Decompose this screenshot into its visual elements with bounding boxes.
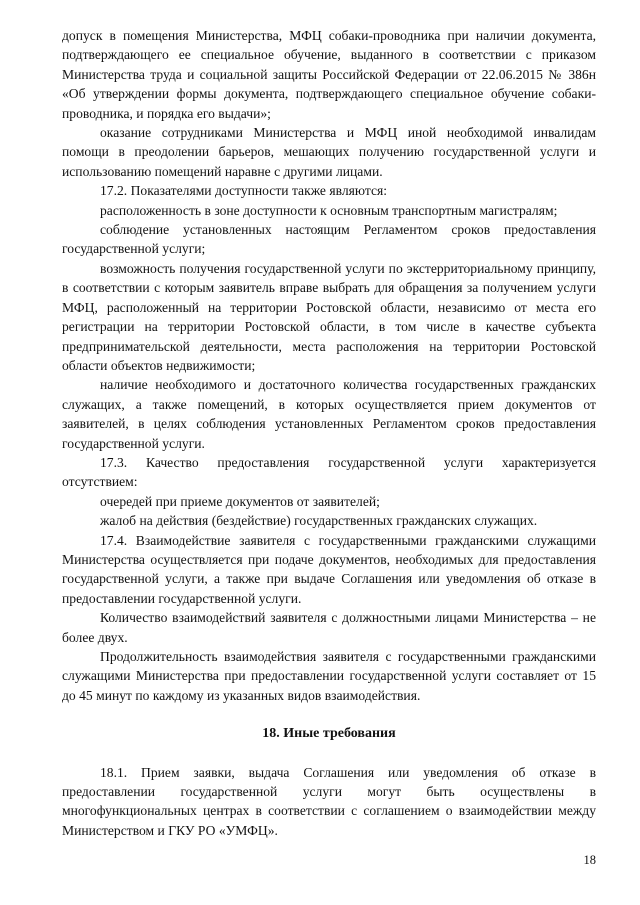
paragraph-18-1-reception: 18.1. Прием заявки, выдача Соглашения или уведомления об отказе в предоставлении государственной услуги могут быть осуществлены в многофункциональных центрах в соответствии с соглашением о взаимодействии между Министерством и ГКУ РО «УМФЦ». [62, 764, 596, 838]
paragraph-interaction-count: Количество взаимодействий заявителя с должностными лицами Министерства – не более двух. [62, 610, 596, 645]
paragraph-guide-dog-access: допуск в помещения Министерства, МФЦ собаки-проводника при наличии документа, подтверждающего ее специальное обучение, выданного в соответствии с приказом Министерства труда и социальной защиты Российской Федерации от 22.06.2015 № 386н «Об утверждении формы документа, подтверждающего специальное обучение собаки-проводника, и порядка его выдачи»; [62, 28, 596, 121]
paragraph-17-2-accessibility: 17.2. Показателями доступности также являются: [100, 183, 388, 199]
paragraph-staff-premises: наличие необходимого и достаточного количества государственных гражданских служащих, а также помещений, в которых осуществляется прием документов от заявителей, в целях соблюдения установленных Регламентом сроков предоставления государственной услуги. [62, 377, 596, 451]
paragraph-no-queues: очередей при приеме документов от заявителей; [100, 493, 380, 509]
paragraph-17-4-interaction: 17.4. Взаимодействие заявителя с государственными гражданскими служащими Министерства осуществляется при подаче документов, необходимых для предоставления государственной услуги, а также при выдаче Соглашения или уведомления об отказе в предоставлении государственной услуги. [62, 532, 596, 606]
page-number: 18 [583, 853, 596, 867]
paragraph-staff-assistance: оказание сотрудниками Министерства и МФЦ иной необходимой инвалидам помощи в преодолении барьеров, мешающих получению государственной услуги и использованию помещений наравне с другими лицами. [62, 125, 596, 179]
paragraph-17-3-quality: 17.3. Качество предоставления государственной услуги характеризуется отсутствием: [62, 454, 596, 490]
document-page [62, 26, 596, 840]
paragraph-transport-access: расположенность в зоне доступности к основным транспортным магистралям; [100, 202, 558, 218]
paragraph-deadlines: соблюдение установленных настоящим Регламентом сроков предоставления государственной услуги; [62, 222, 596, 257]
paragraph-extraterritorial: возможность получения государственной услуги по экстерриториальному принципу, в соответствии с которым заявитель вправе выбрать для обращения за получением услуги МФЦ, расположенный на территории Ростовской области, независимо от места его регистрации на территории Ростовской области, в том числе в качестве субъекта предпринимательской деятельности, места расположения на территории Ростовской области объектов недвижимости; [62, 260, 596, 373]
paragraph-interaction-duration: Продолжительность взаимодействия заявителя с государственными гражданскими служащими Министерства при предоставлении государственной услуги составляет от 15 до 45 минут по каждому из указанных видов взаимодействия. [62, 649, 596, 703]
paragraph-no-complaints: жалоб на действия (бездействие) государственных гражданских служащих. [100, 513, 538, 529]
section-heading: 18. Иные требования [262, 726, 396, 742]
